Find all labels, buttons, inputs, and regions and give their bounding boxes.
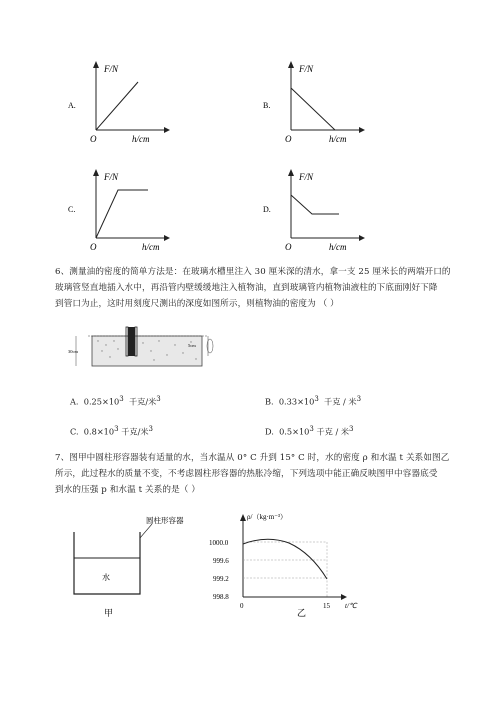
svg-text:0: 0 bbox=[240, 602, 244, 610]
svg-text:h/cm: h/cm bbox=[132, 134, 150, 144]
svg-text:h/cm: h/cm bbox=[142, 242, 160, 252]
q6-line-1: 6、测量油的密度的简单方法是：在玻璃水槽里注入 30 厘米深的清水，拿一支 25 厘米长的两端开口的 bbox=[55, 267, 451, 277]
q6-figure bbox=[68, 325, 218, 375]
q7-line-2: 所示，此过程水的质量不变，不考虑圆柱形容器的热胀冷缩，下列选项中能正确反映图甲中容器底受 bbox=[55, 469, 438, 479]
density-curve bbox=[243, 539, 327, 579]
graph-b-label: B. bbox=[263, 101, 271, 110]
graph-d-label: D. bbox=[263, 205, 271, 214]
svg-text:O: O bbox=[285, 242, 292, 252]
svg-text:O: O bbox=[285, 134, 292, 144]
svg-text:998.8: 998.8 bbox=[213, 593, 229, 601]
svg-text:F/N: F/N bbox=[299, 64, 314, 74]
svg-text:ρ/（kg·m⁻³）: ρ/（kg·m⁻³） bbox=[247, 513, 288, 521]
graph-c-curve bbox=[96, 190, 148, 238]
svg-text:999.2: 999.2 bbox=[213, 575, 229, 583]
svg-text:F/N: F/N bbox=[299, 172, 314, 182]
q6-option-a[interactable]: A. $0.25\times 10^3$ 千克/米$^3$ bbox=[70, 395, 161, 407]
svg-text:h/cm: h/cm bbox=[329, 134, 347, 144]
svg-text:15: 15 bbox=[323, 602, 330, 610]
graph-c bbox=[60, 166, 170, 256]
q6-option-c[interactable]: C. $0.8\times 10^3$ 千克/米$^3$ bbox=[70, 425, 153, 437]
caption-jia: 甲 bbox=[104, 608, 114, 618]
q7-line-3: 到水的压强 p 和水温 t 关系的是（ ） bbox=[55, 485, 201, 495]
q7-figure-jia bbox=[60, 510, 184, 620]
graph-d bbox=[255, 166, 375, 256]
svg-text:5cm: 5cm bbox=[188, 343, 196, 348]
q6-option-b[interactable]: B. $0.33\times 10^3$ 千克 / 米$^3$ bbox=[265, 395, 362, 407]
svg-text:F/N: F/N bbox=[104, 172, 119, 182]
graph-b-curve bbox=[291, 88, 335, 130]
q7-text bbox=[55, 450, 449, 498]
svg-text:999.6: 999.6 bbox=[213, 557, 229, 565]
graph-a-label: A. bbox=[68, 101, 76, 110]
container-label: 圆柱形容器 bbox=[146, 516, 184, 525]
q6-line-2: 玻璃管竖直地插入水中，再沿管内壁缓缓地注入植物油，直到玻璃管内植物油液柱的下底面刚好下降 bbox=[55, 283, 438, 293]
graph-b bbox=[255, 58, 375, 148]
q6-line-3: 到管口为止，这时用刻度尺测出的深度如图所示，则植物油的密度为 （ ） bbox=[55, 299, 339, 309]
q6-option-d[interactable]: D. $0.5\times 10^3$ 千克 / 米$^3$ bbox=[265, 425, 354, 437]
graph-c-label: C. bbox=[68, 205, 76, 214]
svg-text:O: O bbox=[90, 242, 97, 252]
q7-figure-yi bbox=[205, 505, 365, 625]
svg-text:O: O bbox=[90, 134, 97, 144]
graph-a bbox=[60, 58, 170, 148]
q6-text bbox=[55, 264, 451, 312]
graph-a-curve bbox=[96, 82, 138, 130]
water-label: 水 bbox=[102, 573, 110, 582]
graph-d-curve bbox=[291, 195, 339, 214]
svg-text:30cm: 30cm bbox=[68, 349, 78, 354]
svg-text:1000.0: 1000.0 bbox=[209, 539, 229, 547]
svg-text:h/cm: h/cm bbox=[329, 242, 347, 252]
svg-text:t/℃: t/℃ bbox=[345, 602, 357, 610]
q7-line-1: 7、图甲中圆柱形容器装有适量的水，当水温从 0° C 升到 15° C 时，水的密度 ρ 和水温 t 关系如图乙 bbox=[55, 453, 450, 463]
caption-yi: 乙 bbox=[297, 608, 307, 618]
svg-text:F/N: F/N bbox=[104, 64, 119, 74]
